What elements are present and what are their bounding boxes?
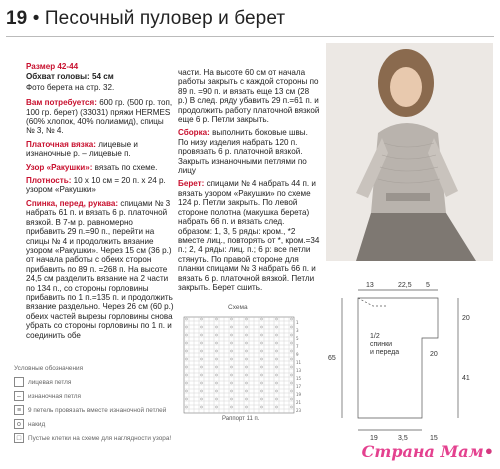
- body-text: спицами № 3 набрать 61 п. и вязать 6 р. платочной вязкой. В 7-м р. равномерно прибавить 29 п.=90 п., перейти на спицы № 4 и продолжить вязание узором «Ракушки». Через 15 см (36 р.) от начала работы с обеих сторон прибавить по 89 п. =268 п. На высоте 24,5 см разделить вязание на 2 части по 134 п., со стороны горловины прибавить по 1 п.=135 п. и продолжить вязание раздельно. Через 26 см (60 р.) обеих частей вырезы горловины снова убрать со стороны горловины по 1 п. и соединить обе: [26, 198, 174, 340]
- watermark-text: Страна Мам: [361, 442, 484, 461]
- shell-text: вязать по схеме.: [94, 162, 158, 172]
- row-number: 23: [296, 408, 302, 413]
- row-number: 19: [296, 392, 302, 397]
- gauge-text: 10 х 10 см = 20 п. х 24 р. узором «Ракушки»: [26, 176, 166, 195]
- legend-item: лицевая петля: [14, 375, 174, 389]
- watermark-dot: •: [483, 442, 494, 461]
- dim-right-top: 20: [462, 315, 470, 322]
- piece-label-3: и переда: [370, 349, 400, 356]
- purl-stitch-icon: –: [14, 391, 24, 401]
- legend-item: ≡ 9 петель провязать вместе изнаночной петлей: [14, 403, 174, 417]
- legend-item: – изнаночная петля: [14, 389, 174, 403]
- row-number: 5: [296, 336, 299, 341]
- row-number: 13: [296, 368, 302, 373]
- row-number: 3: [296, 328, 299, 333]
- dim-bottom-1: 19: [370, 435, 378, 442]
- row-number: 9: [296, 352, 299, 357]
- yarn-over-icon: o: [14, 419, 24, 429]
- legend-item: □ Пустые клетки на схеме для наглядности узора!: [14, 431, 174, 445]
- dim-bottom-2: 3,5: [398, 435, 408, 442]
- pattern-number: 19: [6, 8, 28, 29]
- continued-text: части. На высоте 60 см от начала работы закрыть с каждой стороны по 89 п. =90 п. и вязать еще 13 см (28 р.) В след. ряду убавить 29 п.=61 п. и продолжить работу платочной вязкой еще 6 р. Петли закрыть.: [178, 68, 320, 125]
- gauge-heading: Плотность:: [26, 176, 72, 186]
- assembly-heading: Сборка:: [178, 128, 210, 138]
- body-heading: Спинка, перед, рукава:: [26, 198, 119, 208]
- beret-heading: Берет:: [178, 179, 205, 189]
- materials-heading: Вам потребуется:: [26, 98, 97, 108]
- chart-title: Схема: [228, 304, 248, 311]
- garment-pattern: [318, 278, 500, 444]
- knit-stitch-icon: [14, 377, 24, 387]
- empty-cell-icon: □: [14, 433, 24, 443]
- dim-right-mid: 41: [462, 375, 470, 382]
- dim-bottom-3: 15: [430, 435, 438, 442]
- legend-title: Условные обозначения: [14, 365, 84, 372]
- page-title: [6, 8, 285, 30]
- shell-heading: Узор «Ракушки»:: [26, 162, 93, 172]
- beret-text: спицами № 4 набрать 44 п. и вязать узором «Ракушки» по схеме 124 р. Петли закрыть. По левой стороне полотна (макушка берета) набрать 66 п. и вязать след. образом: 1, 3, 5 ряды: кром., *2 вместе лиц., повторять от *, кром.=34 п.; 2, 4 ряды: лиц. п.; 6 р: все петли стянуть. По правой стороне для планки спицами № 3 набрать 66 п. и вязать 6 р. платочной вязкой. Петли закрыть. Берет сшить.: [178, 179, 320, 292]
- site-watermark: [362, 442, 494, 461]
- photo-reference: Фото берета на стр. 32.: [26, 82, 115, 92]
- materials-text: 600 гр. (500 гр. топ, 100 гр. берет) (33031) пряжи HERMES (60% хлопок, 40% полиамид), спицы № 3, № 4.: [26, 98, 173, 136]
- row-number: 21: [296, 400, 302, 405]
- middle-column: [178, 68, 320, 293]
- row-number: 1: [296, 320, 299, 325]
- piece-label-1: 1/2: [370, 333, 380, 340]
- dim-top-2: 22,5: [398, 282, 412, 289]
- dim-left: 65: [328, 355, 336, 362]
- chart-repeat-label: Раппорт 11 п.: [222, 416, 260, 422]
- title-divider: [6, 36, 494, 37]
- dim-inner: 20: [430, 351, 438, 358]
- garter-text: лицевые и изнаночные р. – лицевые п.: [26, 139, 138, 159]
- assembly-text: выполнить боковые швы. По низу изделия набрать 120 п. провязать 6 р. платочной вязкой. Закрыть изнаночными петлями по лицу: [178, 128, 308, 176]
- model-illustration: [326, 43, 493, 261]
- chart-grid: [178, 315, 306, 425]
- row-number: 15: [296, 376, 302, 381]
- head-size: Обхват головы: 54 см: [26, 72, 114, 82]
- nine-together-icon: ≡: [14, 405, 24, 415]
- title-text: Песочный пуловер и берет: [44, 8, 286, 29]
- piece-label-2: спинки: [370, 341, 393, 348]
- row-number: 11: [296, 360, 302, 365]
- garter-heading: Платочная вязка:: [26, 139, 96, 149]
- dim-top-1: 13: [366, 282, 374, 289]
- legend-item: o накид: [14, 417, 174, 431]
- knitting-chart: [178, 304, 306, 425]
- model-photo: [326, 43, 493, 261]
- size-label: Размер 42-44: [26, 62, 79, 71]
- pattern-diagram: [318, 278, 500, 444]
- left-column: [26, 62, 174, 341]
- row-number: 17: [296, 384, 302, 389]
- legend: [14, 365, 174, 445]
- row-number: 7: [296, 344, 299, 349]
- dim-top-3: 5: [426, 282, 430, 289]
- title-separator: •: [32, 8, 40, 29]
